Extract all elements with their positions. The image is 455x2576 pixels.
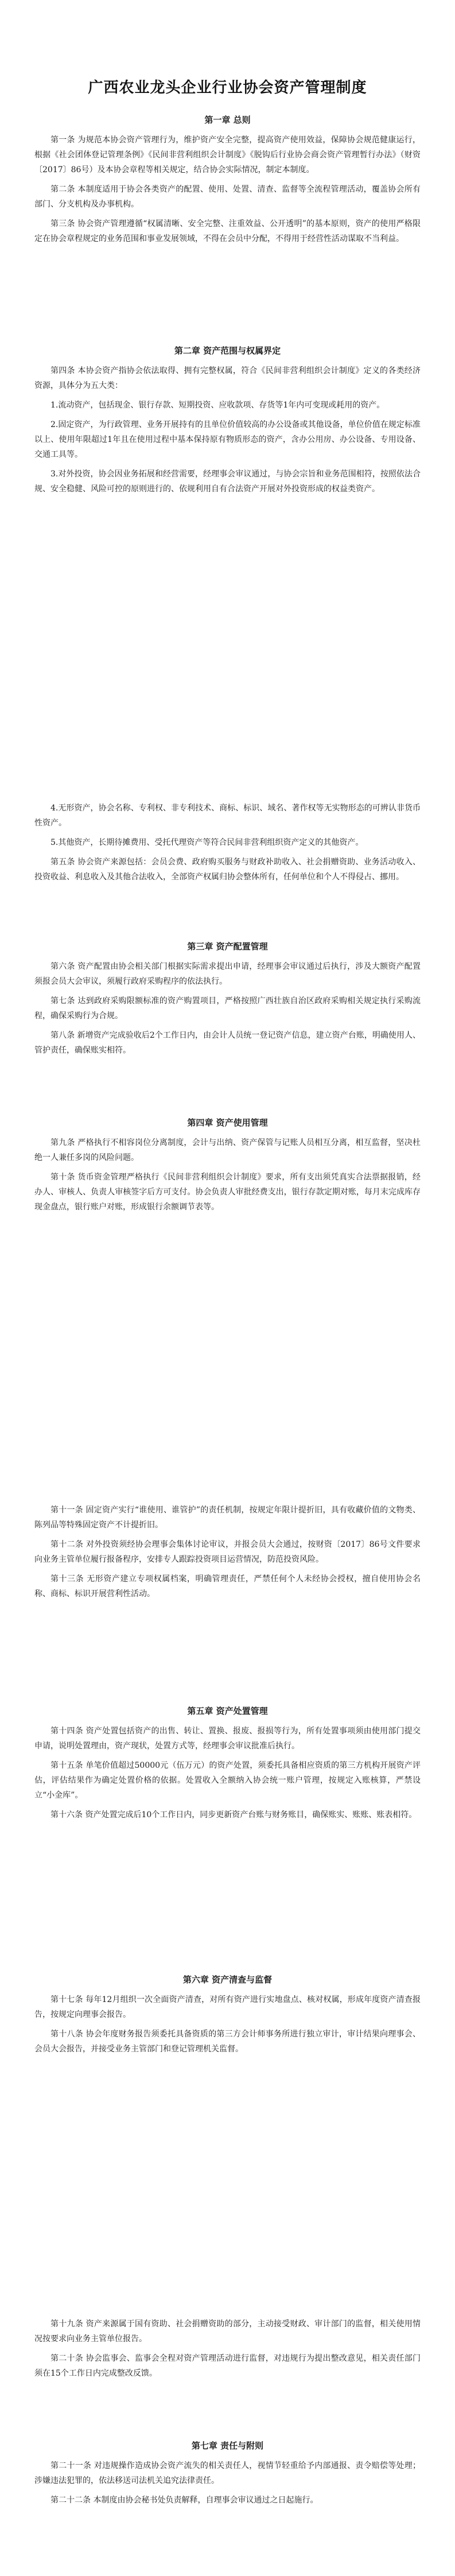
chapter-5-heading: 第五章 资产处置管理 <box>187 1706 268 1716</box>
article-19: 第十九条 资产来源属于国有资助、社会捐赠资助的部分，主动接受财政、审计部门的监督，相关使用情况按要求向业务主管单位报告。 <box>34 2319 421 2344</box>
article-6: 第六条 资产配置由协会相关部门根据实际需求提出申请，经理事会审议通过后执行，涉及大额资产配置须报会员大会审议，须履行政府采购程序的依法执行。 <box>34 962 421 986</box>
article-13: 第十三条 无形资产建立专项权属档案，明确管理责任，严禁任何个人未经协会授权，擅自使用协会名称、商标、标识开展营利性活动。 <box>34 1574 421 1599</box>
asset-type-3: 3.对外投资，协会因业务拓展和经营需要，经理事会审议通过，与协会宗旨和业务范围相符，按照依法合规、安全稳健、风险可控的原则进行的、依规利用自有合法资产开展对外投资形成的权益类资产。 <box>34 470 421 494</box>
chapter-1-heading: 第一章 总则 <box>204 115 251 125</box>
asset-type-5: 5.其他资产，长期待摊费用、受托代理资产等符合民间非营利组织资产定义的其他资产。 <box>50 838 364 847</box>
document-title: 广西农业龙头企业行业协会资产管理制度 <box>88 79 367 96</box>
chapter-1-section <box>34 114 421 251</box>
article-2: 第二条 本制度适用于协会各类资产的配置、使用、处置、清查、监督等全流程管理活动，覆盖协会所有部门、分支机构及办事机构。 <box>34 185 421 209</box>
article-1: 第一条 为规范本协会资产管理行为，维护资产安全完整，提高资产使用效益，保障协会规范健康运行，根据《社会团体登记管理条例》《民间非营利组织会计制度》《脱钩后行业协会商会资产管理暂行办法》（财资〔2017〕86号）及本协会章程等相关规定，结合协会实际情况，制定本制度。 <box>34 135 421 174</box>
article-8: 第八条 新增资产完成验收后2个工作日内，由会计人员统一登记资产信息，建立资产台账，明确使用人、管护责任，确保账实相符。 <box>34 1031 421 1055</box>
chapter-4-continued <box>34 1503 421 1606</box>
chapter-7-heading: 第七章 责任与附则 <box>191 2441 264 2451</box>
asset-type-1: 1.流动资产，包括现金、银行存款、短期投资、应收款项、存货等1年内可变现或耗用的资产。 <box>50 401 385 410</box>
asset-type-2: 2.固定资产，为行政管理、业务开展持有的且单位价值较高的办公设备或其他设备，单位价值在规定标准以上、使用年限超过1年且在使用过程中基本保持原有物质形态的资产，含办公用房、办公设备、专用设备、交通工具等。 <box>34 420 421 459</box>
article-17: 第十七条 每年12月组织一次全面资产清查，对所有资产进行实地盘点、核对权属，形成年度资产清查报告，按规定向理事会报告。 <box>34 1995 421 2019</box>
article-16: 第十六条 资产处置完成后10个工作日内，同步更新资产台账与财务账目，确保账实、账账、账表相符。 <box>50 1810 417 1820</box>
article-14: 第十四条 资产处置包括资产的出售、转让、置换、报废、报损等行为，所有处置事项须由使用部门提交申请，说明处置理由，资产现状，处置方式等，经理事会审议批准后执行。 <box>34 1727 421 1751</box>
chapter-3-section <box>34 940 421 1062</box>
article-10: 第十条 货币资金管理严格执行《民间非营利组织会计制度》要求，所有支出须凭真实合法票据报销，经办人、审核人、负责人审核签字后方可支付。协会负责人审批经费支出，银行存款定期对账，每月末完成库存现金盘点，银行账户对账，形成银行余额调节表等。 <box>34 1173 421 1212</box>
chapter-6-section <box>34 1973 421 2061</box>
article-18: 第十八条 协会年度财务报告须委托具备资质的第三方会计师事务所进行独立审计，审计结果向理事会、会员大会报告，并接受业务主管部门和登记管理机关监督。 <box>34 2030 421 2054</box>
article-21: 第二十一条 对违规操作造成协会资产流失的相关责任人，视情节轻重给予内部通报、责令赔偿等处理；涉嫌违法犯罪的，依法移送司法机关追究法律责任。 <box>34 2461 421 2485</box>
article-9: 第九条 严格执行不相容岗位分离制度，会计与出纳、资产保管与记账人员相互分离，相互监督，坚决杜绝一人兼任多岗的风险问题。 <box>34 1138 421 1162</box>
article-11: 第十一条 固定资产实行“谁使用、谁管护”的责任机制，按规定年限计提折旧，具有收藏价值的文物类、陈列品等特殊固定资产不计提折旧。 <box>34 1506 421 1530</box>
chapter-6-heading: 第六章 资产清查与监督 <box>182 1974 273 1985</box>
article-22: 第二十二条 本制度由协会秘书处负责解释，自理事会审议通过之日起施行。 <box>50 2496 318 2505</box>
article-12: 第十二条 对外投资须经协会理事会集体讨论审议，并报会员大会通过，按财资〔2017〕86号文件要求向业务主管单位履行报备程序，安排专人跟踪投资项目运营情况，防范投资风险。 <box>34 1540 421 1564</box>
chapter-7-section <box>34 2439 421 2512</box>
chapter-4-heading: 第四章 资产使用管理 <box>187 1118 268 1128</box>
article-3: 第三条 协会资产管理遵循“权属清晰、安全完整、注重效益、公开透明”的基本原则，资产的使用严格限定在协会章程规定的业务范围和事业发展领域，不得在会员中分配，不得用于经营性活动谋取不当利益。 <box>34 219 421 243</box>
article-7: 第七条 达到政府采购限额标准的资产购置项目，严格按照广西壮族自治区政府采购相关规定执行采购流程，确保采购行为合规。 <box>34 996 421 1021</box>
chapter-6-continued <box>34 2317 421 2385</box>
chapter-5-section <box>34 1705 421 1827</box>
chapter-3-heading: 第三章 资产配置管理 <box>187 941 268 952</box>
article-15: 第十五条 单笔价值超过50000元（伍万元）的资产处置，须委托具备相应资质的第三方机构开展资产评估，评估结果作为确定处置价格的依据。处置收入全额纳入协会统一账户管理，按规定入账核算，严禁设立“小金库”。 <box>34 1761 421 1800</box>
article-20: 第二十条 协会监事会、监事会全程对资产管理活动进行监督，对违规行为提出整改意见，相关责任部门须在15个工作日内完成整改反馈。 <box>34 2354 421 2378</box>
article-5: 第五条 协会资产来源包括：会员会费、政府购买服务与财政补助收入、社会捐赠资助、业务活动收入、投资收益、利息收入及其他合法收入，全部资产权属归协会整体所有，任何单位和个人不得侵占、挪用。 <box>34 858 421 882</box>
chapter-2-continued <box>34 801 421 889</box>
chapter-2-heading: 第二章 资产范围与权属界定 <box>174 346 281 356</box>
chapter-2-section <box>34 344 421 501</box>
asset-type-4: 4.无形资产，协会名称、专利权、非专利技术、商标、标识、域名、著作权等无实物形态的可辨认非货币性资产。 <box>34 804 421 828</box>
article-4: 第四条 本协会资产指协会依法取得、拥有完整权属，符合《民间非营利组织会计制度》定义的各类经济资源，具体分为五大类： <box>34 366 421 390</box>
chapter-4-section <box>34 1116 421 1219</box>
